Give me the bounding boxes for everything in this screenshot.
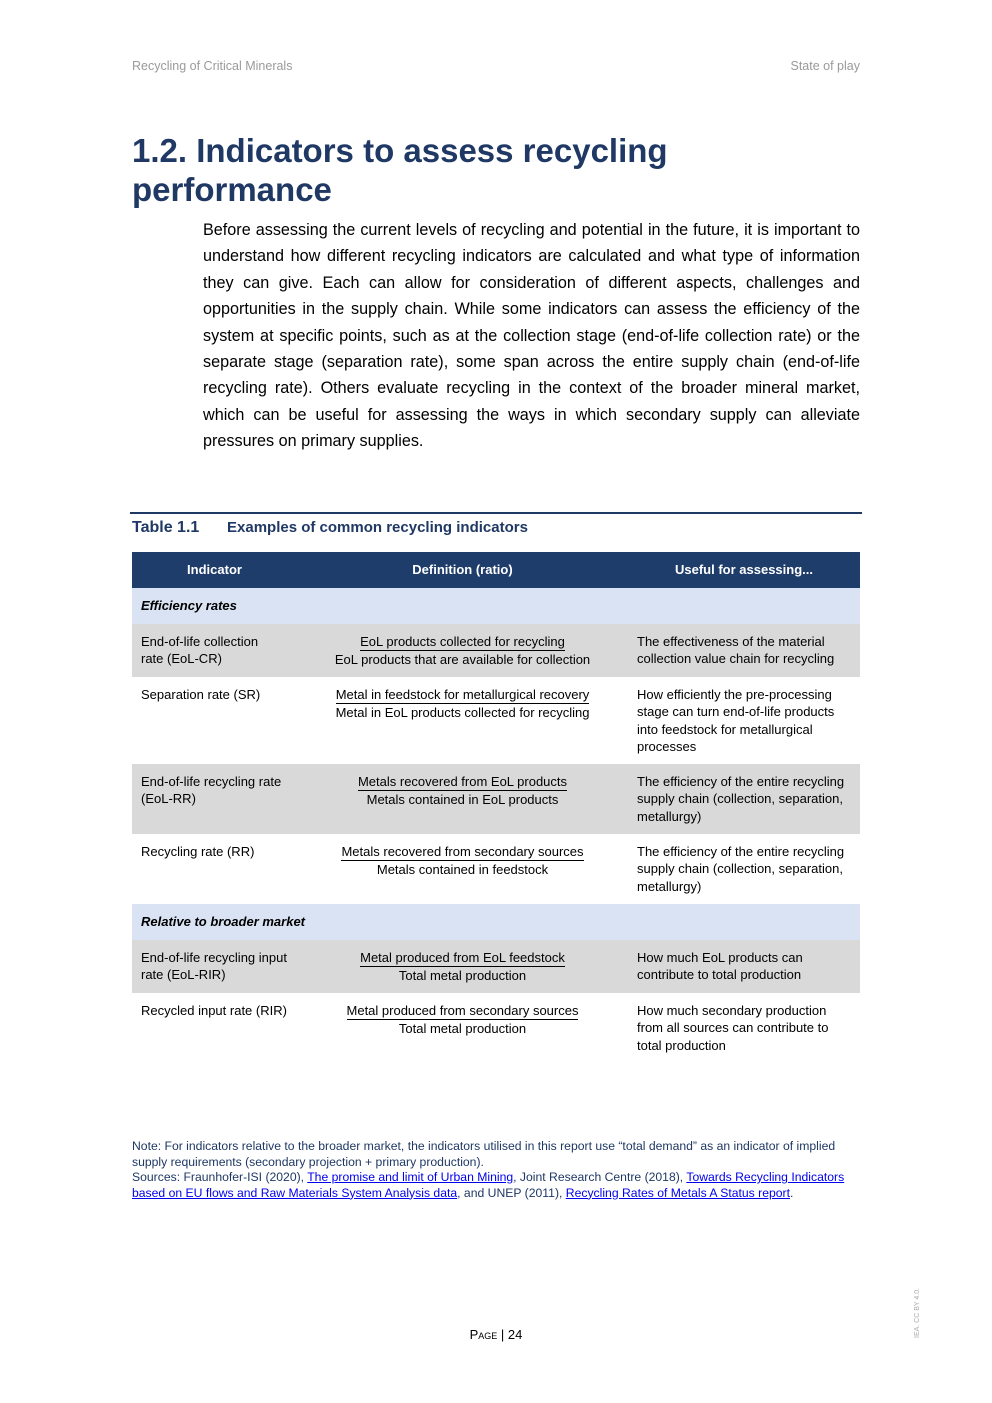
source-link-urban-mining[interactable]: The promise and limit of Urban Mining: [307, 1170, 514, 1184]
table-row: [132, 940, 860, 993]
definition-cell: [297, 764, 628, 834]
ratio-numerator: Metal in feedstock for metallurgical recovery: [335, 687, 590, 702]
table-row: [132, 677, 860, 764]
section-row-broader-market: [132, 904, 860, 940]
definition-cell: [297, 677, 628, 764]
table-caption-text: Examples of common recycling indicators: [227, 519, 528, 536]
ratio-numerator: Metals recovered from EoL products: [357, 774, 568, 790]
indicator-cell: End-of-life recycling rate (EoL-RR): [132, 764, 297, 834]
ratio-numerator: Metal produced from secondary sources: [346, 1002, 579, 1018]
indicator-cell: Separation rate (SR): [132, 677, 297, 764]
page-label: Page: [469, 1327, 498, 1342]
table-row: [132, 834, 860, 904]
sources-end: .: [790, 1185, 794, 1200]
column-header-definition: Definition (ratio): [297, 552, 628, 588]
source-link-recycling-indicators[interactable]: Towards Recycling Indicators based on EU flows and Raw Materials System Analysis data: [132, 1170, 845, 1200]
table-caption: [132, 519, 528, 537]
useful-cell: The efficiency of the entire recycling supply chain (collection, separation, metallurgy): [628, 834, 860, 904]
useful-cell: The efficiency of the entire recycling supply chain (collection, separation, metallurgy): [628, 764, 860, 834]
ratio-denominator: Metals contained in EoL products: [366, 792, 559, 808]
section-label: Relative to broader market: [132, 904, 860, 940]
ratio-denominator: Metal in EoL products collected for recycling: [335, 705, 590, 720]
column-header-useful: Useful for assessing...: [628, 552, 860, 588]
definition-cell: [297, 993, 628, 1058]
ratio-denominator: Total metal production: [398, 1020, 527, 1036]
section-row-efficiency: [132, 588, 860, 624]
ratio-denominator: Total metal production: [398, 967, 527, 983]
definition-cell: [297, 624, 628, 677]
indicator-cell: Recycling rate (RR): [132, 834, 297, 904]
indicator-cell: End-of-life recycling input rate (EoL-RIR): [132, 940, 297, 993]
indicator-cell: Recycled input rate (RIR): [132, 993, 297, 1058]
source-link-recycling-rates[interactable]: Recycling Rates of Metals A Status report: [565, 1185, 790, 1200]
indicator-cell: End-of-life collection rate (EoL-CR): [132, 624, 297, 677]
useful-cell: The effectiveness of the material collection value chain for recycling: [628, 624, 860, 677]
ratio-numerator: EoL products collected for recycling: [360, 634, 565, 649]
section-label: Efficiency rates: [132, 588, 860, 624]
indicators-table: [132, 552, 860, 1058]
table-row: [132, 993, 860, 1058]
license-notice: IEA. CC BY 4.0.: [914, 1287, 921, 1338]
column-header-indicator: Indicator: [132, 552, 297, 588]
ratio-numerator: Metal produced from EoL feedstock: [360, 949, 565, 965]
table-header-row: [132, 552, 860, 588]
running-header-left: Recycling of Critical Minerals: [132, 59, 293, 73]
intro-paragraph: Before assessing the current levels of recycling and potential in the future, it is important to understand how different recycling indicators are calculated and what type of information they can give. Each can allow for consideration of different aspects, challenges and opportunities in the supply chain. While some indicators can assess the efficiency of the system at specific points, such as at the collection stage (end-of-life collection rate) or the separate stage (separation rate), some span across the entire supply chain (end-of-life recycling rate). Others evaluate recycling in the context of the broader mineral market, which can be useful for assessing the ways in which secondary supply can alleviate pressures on primary supplies.: [203, 221, 860, 451]
table-number: Table 1.1: [132, 519, 200, 536]
table-notes: [132, 1139, 860, 1201]
useful-cell: How much EoL products can contribute to total production: [628, 940, 860, 993]
useful-cell: How much secondary production from all sources can contribute to total production: [628, 993, 860, 1058]
table-top-rule: [130, 512, 862, 514]
sources-prefix: Sources: Fraunhofer-ISI (2020),: [132, 1170, 308, 1184]
section-title: 1.2. Indicators to assess recycling performance: [132, 132, 668, 208]
table-row: [132, 764, 860, 834]
definition-cell: [297, 940, 628, 993]
table-note: Note: For indicators relative to the broader market, the indicators utilised in this report use “total demand” as an indicator of implied supply requirements (secondary projection + primary production).: [132, 1139, 836, 1169]
ratio-denominator: Metals contained in feedstock: [376, 862, 549, 878]
page-footer: [0, 1327, 992, 1342]
page-number: | 24: [500, 1327, 523, 1342]
sources-separator: , and UNEP (2011),: [457, 1185, 566, 1200]
sources-separator: , Joint Research Centre (2018),: [513, 1170, 687, 1184]
running-header-right: State of play: [790, 59, 860, 73]
definition-cell: [297, 834, 628, 904]
table-row: [132, 624, 860, 677]
ratio-numerator: Metals recovered from secondary sources: [341, 844, 584, 860]
useful-cell: How efficiently the pre-processing stage can turn end-of-life products into feedstock for metallurgical processes: [628, 677, 860, 764]
ratio-denominator: EoL products that are available for collection: [334, 652, 591, 667]
